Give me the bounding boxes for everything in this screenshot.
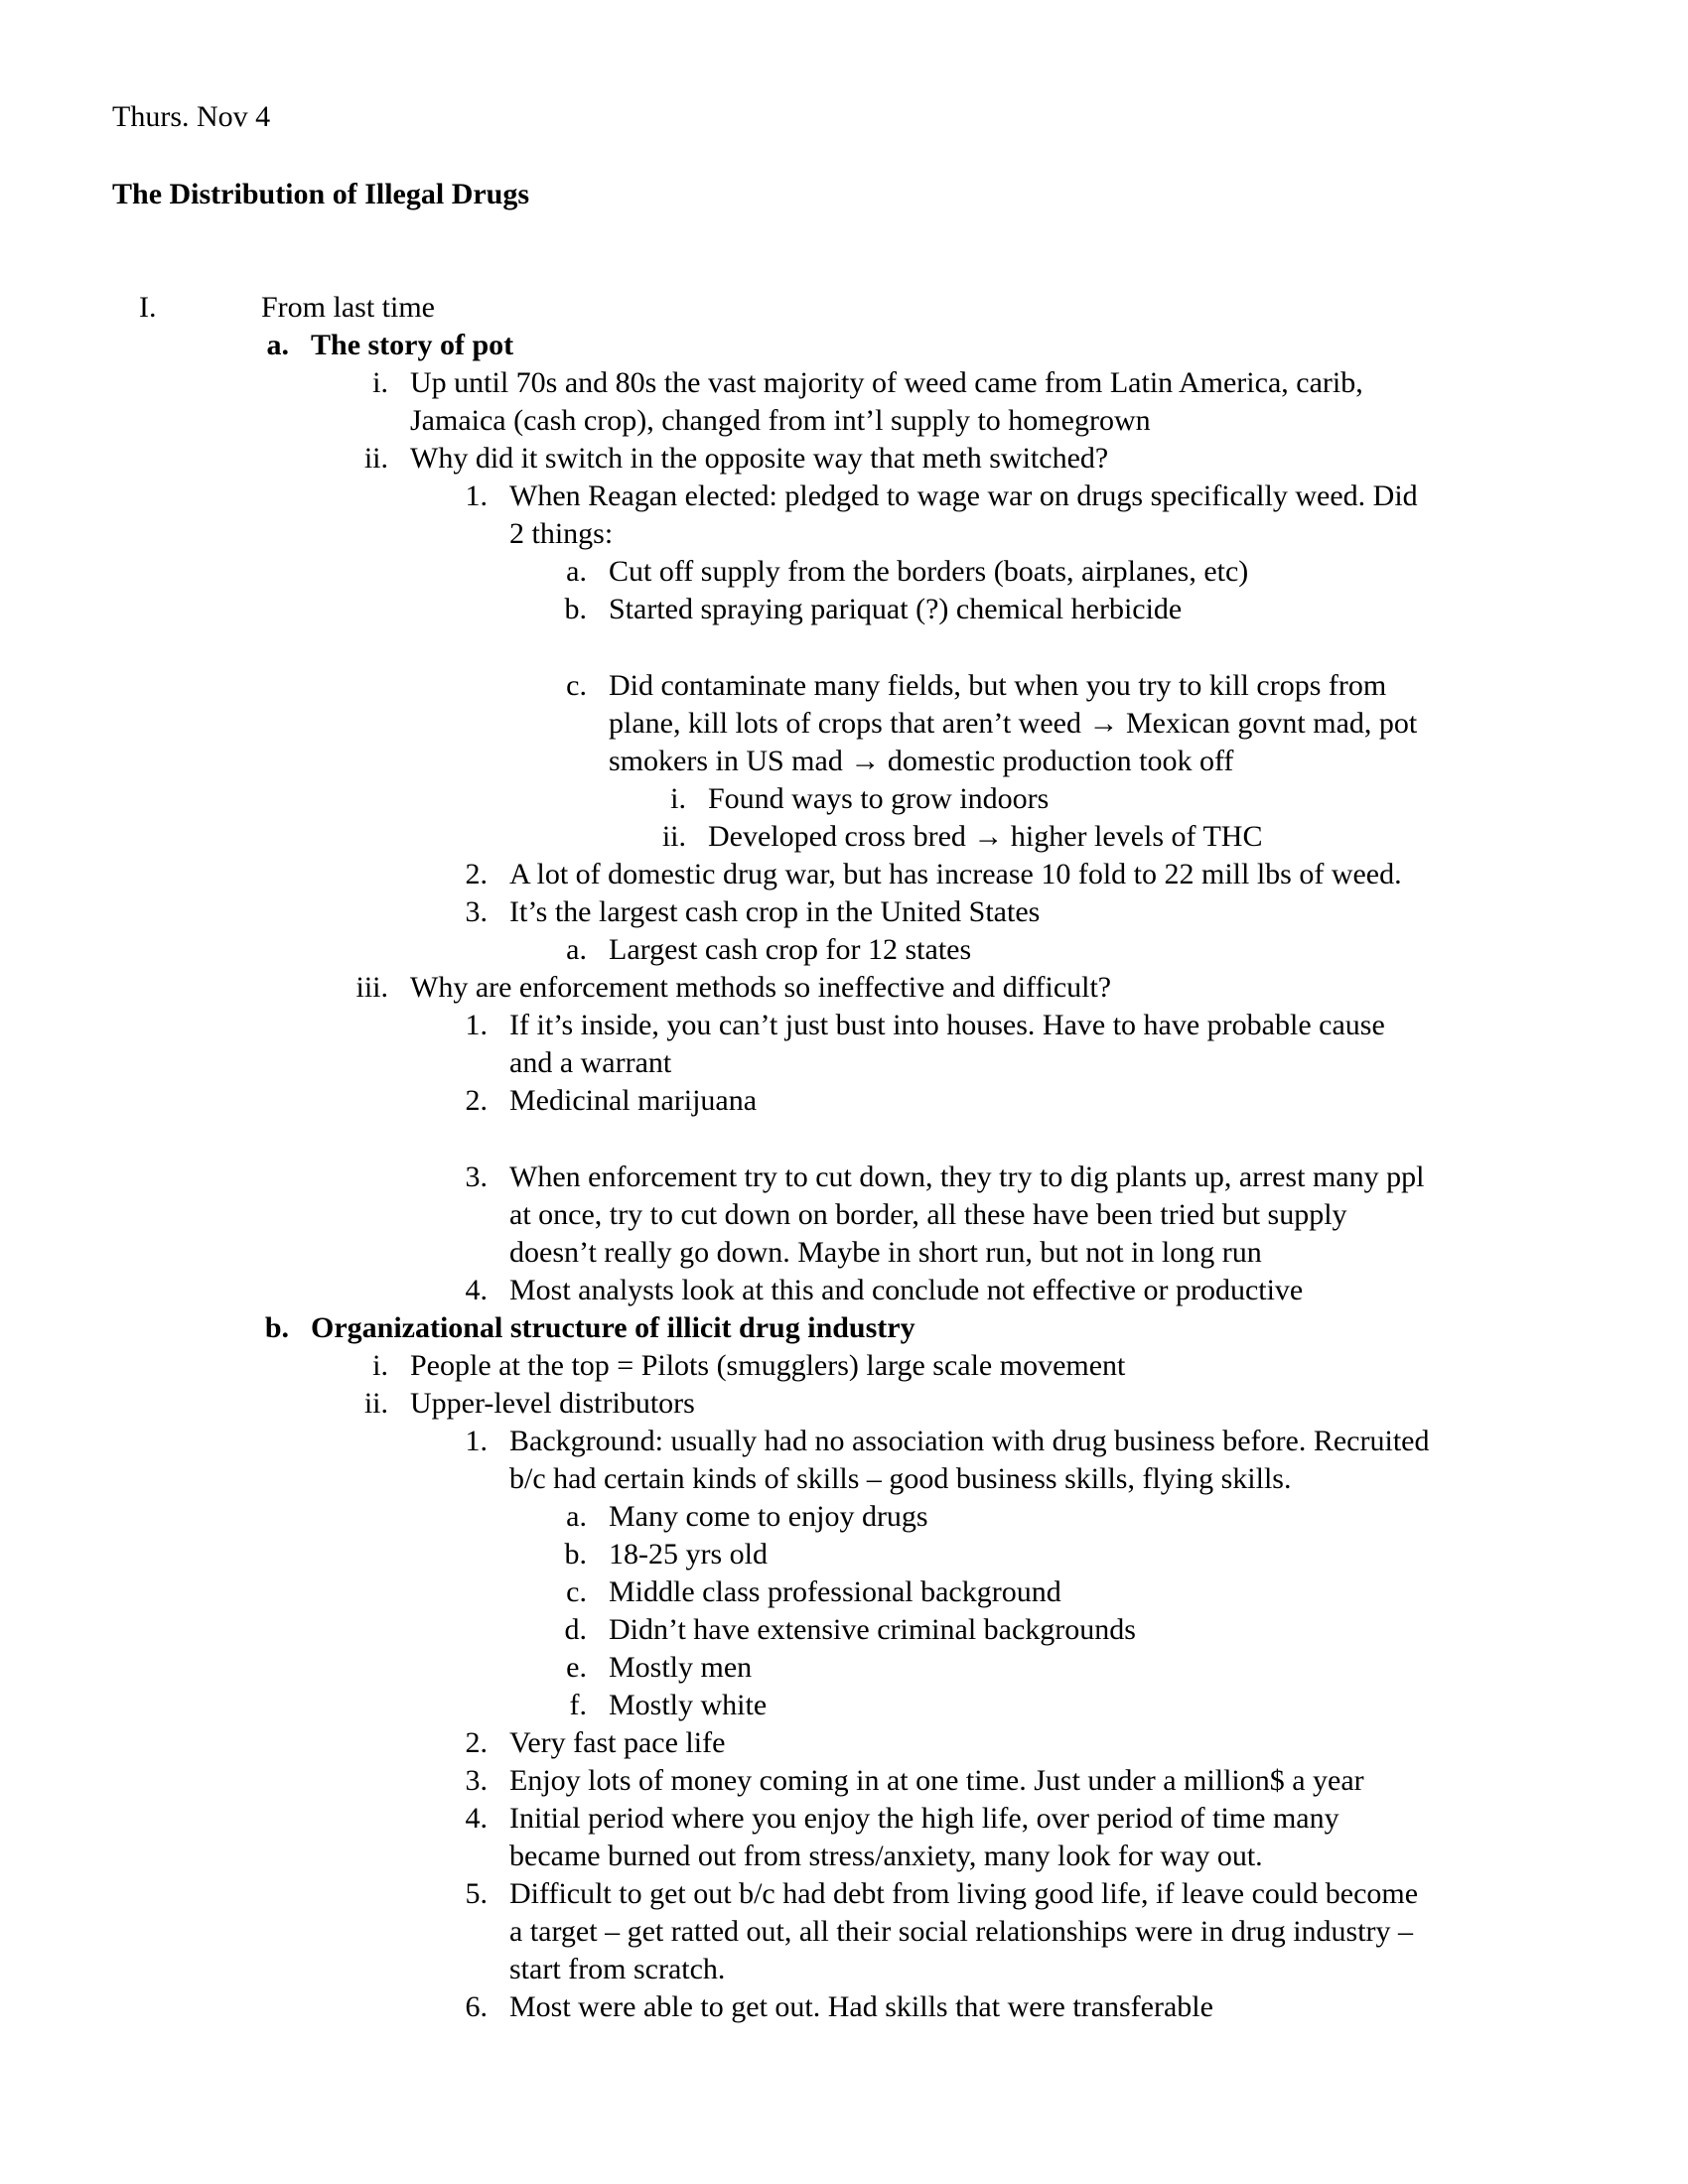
outline-marker: 6. [465, 1990, 488, 2023]
outline-marker: 3. [465, 1764, 488, 1797]
outline-marker: i. [670, 782, 686, 815]
outline-marker: d. [564, 1613, 587, 1646]
outline-marker: 1. [465, 1009, 488, 1041]
outline-marker: 3. [465, 895, 488, 928]
outline-marker: I. [139, 291, 157, 324]
outline-text-line: became burned out from stress/anxiety, many look for way out. [509, 1840, 1263, 1872]
outline-text-line: Difficult to get out b/c had debt from living good life, if leave could become [509, 1877, 1419, 1910]
outline-text-line: It’s the largest cash crop in the United States [509, 895, 1041, 928]
outline-text-line: Jamaica (cash crop), changed from int’l supply to homegrown [410, 404, 1151, 437]
outline-text-line: Did contaminate many fields, but when you try to kill crops from [609, 669, 1387, 702]
outline-marker: ii. [363, 442, 388, 475]
outline-text-line: Started spraying pariquat (?) chemical herbicide [609, 593, 1183, 625]
outline-marker: i. [372, 366, 388, 399]
outline-text-line: If it’s inside, you can’t just bust into houses. Have to have probable cause [509, 1009, 1385, 1041]
outline-text-line: Didn’t have extensive criminal backgrounds [609, 1613, 1136, 1646]
outline-text-line: Mostly white [609, 1689, 768, 1721]
outline-marker: 4. [465, 1274, 488, 1306]
outline-text-line: Medicinal marijuana [509, 1084, 758, 1117]
outline-item-upper-level-distributors: Upper-level distributors [410, 1387, 695, 1420]
outline-marker: 1. [465, 479, 488, 512]
outline-marker: c. [566, 669, 587, 702]
outline-marker: ii. [661, 820, 686, 853]
outline-item-why-switch: Why did it switch in the opposite way that meth switched? [410, 442, 1109, 475]
date-heading: Thurs. Nov 4 [112, 100, 271, 133]
outline-text-line: A lot of domestic drug war, but has increase 10 fold to 22 mill lbs of weed. [509, 858, 1402, 890]
outline-item-from-last-time: From last time [261, 291, 435, 324]
outline-marker: a. [566, 1500, 587, 1533]
outline-marker: b. [264, 1311, 289, 1344]
outline-text-line: a target – get ratted out, all their social relationships were in drug industry – [509, 1915, 1414, 1948]
outline-marker: 5. [465, 1877, 488, 1910]
outline-text-line: Many come to enjoy drugs [609, 1500, 928, 1533]
outline-marker: ii. [363, 1387, 388, 1420]
outline-text-line: When Reagan elected: pledged to wage war on drugs specifically weed. Did [509, 479, 1418, 512]
outline-text-line: Enjoy lots of money coming in at one time. Just under a million$ a year [509, 1764, 1364, 1797]
outline-item-enforcement: Why are enforcement methods so ineffective and difficult? [410, 971, 1112, 1004]
page-title: The Distribution of Illegal Drugs [112, 178, 530, 210]
outline-text-line: Initial period where you enjoy the high life, over period of time many [509, 1802, 1339, 1835]
outline-text-line: Mostly men [609, 1651, 753, 1684]
outline-item-organizational-structure: Organizational structure of illicit drug industry [311, 1311, 915, 1344]
outline-marker: a. [566, 555, 587, 588]
outline-text-line: Most were able to get out. Had skills that were transferable [509, 1990, 1213, 2023]
outline-marker: 3. [465, 1160, 488, 1193]
outline-text-line: and a warrant [509, 1046, 672, 1079]
outline-text-line: Largest cash crop for 12 states [609, 933, 972, 966]
outline-text-line: b/c had certain kinds of skills – good business skills, flying skills. [509, 1462, 1292, 1495]
outline-marker: b. [564, 1538, 587, 1570]
outline-marker: i. [372, 1349, 388, 1382]
outline-text-line: Middle class professional background [609, 1575, 1061, 1608]
outline-text-line: start from scratch. [509, 1953, 726, 1985]
outline-text-line: plane, kill lots of crops that aren’t weed → Mexican govnt mad, pot [609, 707, 1418, 740]
outline-marker: b. [564, 593, 587, 625]
outline-text-line: Most analysts look at this and conclude not effective or productive [509, 1274, 1304, 1306]
outline-marker: f. [569, 1689, 587, 1721]
outline-text-line: doesn’t really go down. Maybe in short run, but not in long run [509, 1236, 1262, 1269]
outline-marker: c. [566, 1575, 587, 1608]
outline-marker: 2. [465, 858, 488, 890]
outline-marker: 2. [465, 1084, 488, 1117]
outline-marker: 1. [465, 1425, 488, 1457]
outline-marker: iii. [355, 971, 388, 1004]
outline-text-line: When enforcement try to cut down, they try to dig plants up, arrest many ppl [509, 1160, 1425, 1193]
outline-text-line: at once, try to cut down on border, all these have been tried but supply [509, 1198, 1347, 1231]
outline-text-line: Developed cross bred → higher levels of THC [708, 820, 1263, 853]
outline-text-line: smokers in US mad → domestic production took off [609, 745, 1234, 777]
outline-marker: e. [566, 1651, 587, 1684]
outline-marker: 4. [465, 1802, 488, 1835]
outline-item-story-of-pot: The story of pot [311, 329, 514, 361]
outline-text-line: Up until 70s and 80s the vast majority of weed came from Latin America, carib, [410, 366, 1363, 399]
outline-text-line: Background: usually had no association with drug business before. Recruited [509, 1425, 1430, 1457]
outline-text-line: Cut off supply from the borders (boats, airplanes, etc) [609, 555, 1249, 588]
outline-text-line: People at the top = Pilots (smugglers) large scale movement [410, 1349, 1126, 1382]
outline-text-line: Found ways to grow indoors [708, 782, 1050, 815]
outline-marker: a. [566, 933, 587, 966]
outline-text-line: 2 things: [509, 517, 614, 550]
outline-marker: a. [266, 329, 289, 361]
outline-text-line: Very fast pace life [509, 1726, 726, 1759]
outline-marker: 2. [465, 1726, 488, 1759]
outline-text-line: 18-25 yrs old [609, 1538, 768, 1570]
